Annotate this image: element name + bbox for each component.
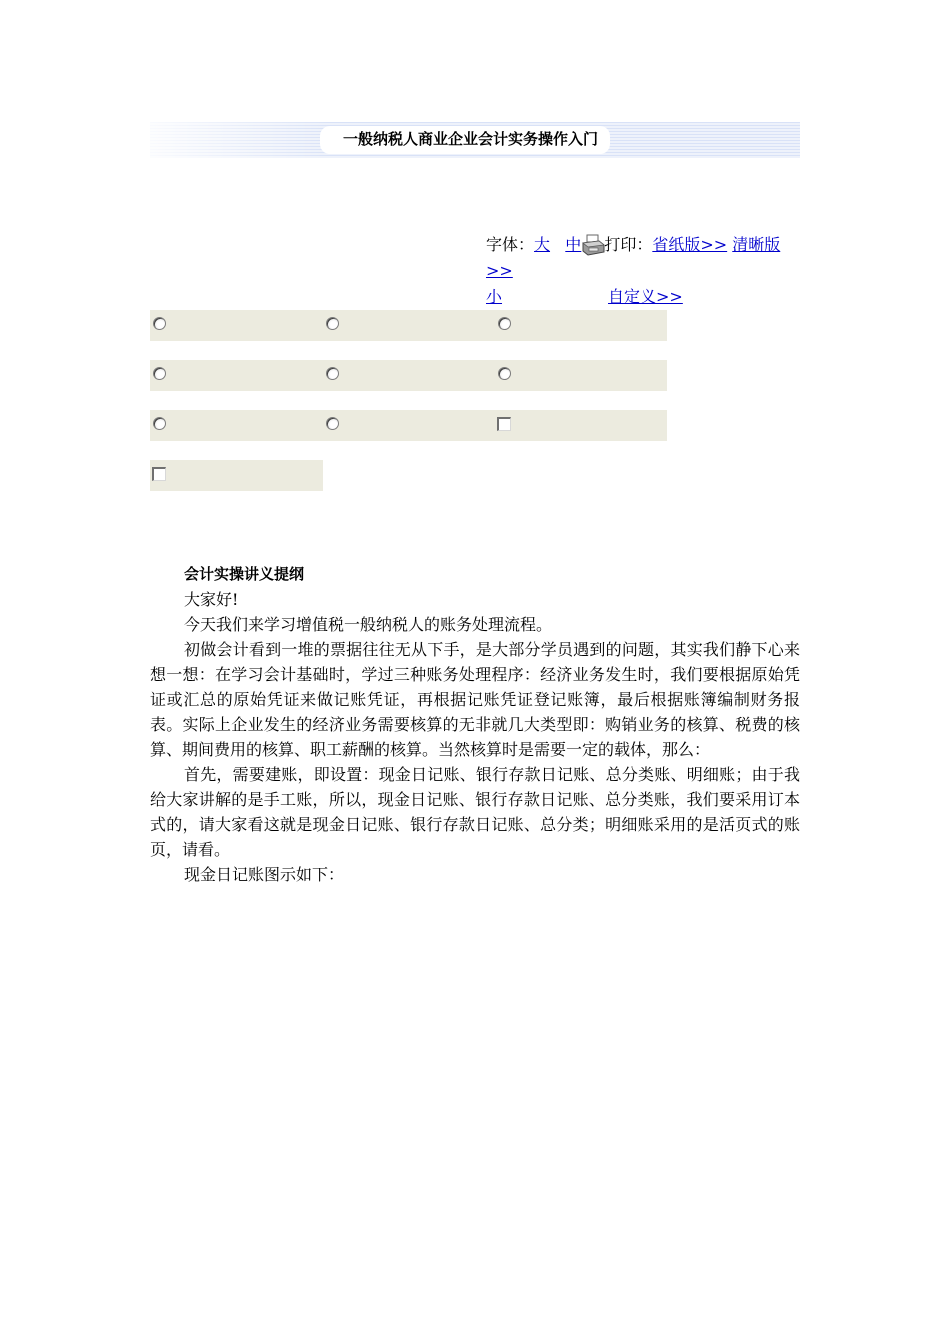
article-paragraph: 首先，需要建账，即设置：现金日记账、银行存款日记账、总分类账、明细账；由于我给大家讲解的是手工账，所以，现金日记账、银行存款日记账、总分类账，我们要采用订本式的，请大家看这就是现金日记账、银行存款日记账、总分类；明细账采用的是活页式的账页，请看。 (150, 765, 800, 859)
font-size-large-link[interactable]: 大 (534, 235, 551, 254)
radio-option[interactable] (326, 417, 339, 430)
article-paragraph: 今天我们来学习增值税一般纳税人的账务处理流程。 (184, 615, 553, 634)
article-paragraph: 现金日记账图示如下： (184, 865, 345, 884)
print-label: 打印： (604, 235, 653, 254)
print-custom-link[interactable]: 自定义>> (608, 287, 683, 306)
radio-option[interactable] (498, 317, 511, 330)
printer-icon[interactable] (581, 234, 605, 256)
article-body (150, 562, 800, 887)
font-print-toolbar (486, 232, 800, 310)
font-size-medium-link[interactable]: 中 (565, 235, 582, 254)
article-heading: 会计实操讲义提纲 (184, 565, 305, 583)
radio-option[interactable] (153, 417, 166, 430)
radio-option[interactable] (153, 367, 166, 380)
radio-option[interactable] (326, 367, 339, 380)
font-label: 字体： (486, 235, 535, 254)
radio-option[interactable] (326, 317, 339, 330)
article-paragraph: 大家好! (184, 590, 239, 609)
option-row-3 (150, 410, 667, 441)
title-banner-fade (150, 122, 330, 158)
print-paper-saving-link[interactable]: 省纸版>> (652, 235, 728, 254)
page-title: 一般纳税人商业企业会计实务操作入门 (343, 130, 599, 148)
option-row-2 (150, 360, 667, 391)
font-size-small-link[interactable]: 小 (486, 287, 503, 306)
radio-option[interactable] (153, 317, 166, 330)
print-clear-link[interactable]: 清晰版>> (486, 235, 781, 280)
radio-option[interactable] (498, 367, 511, 380)
checkbox-option[interactable] (152, 467, 166, 481)
article-paragraph: 初做会计看到一堆的票据往往无从下手，是大部分学员遇到的问题，其实我们静下心来想一想：在学习会计基础时，学过三种账务处理程序：经济业务发生时，我们要根据原始凭证或汇总的原始凭证来做记账凭证，再根据记账凭证登记账簿，最后根据账簿编制财务报表。实际上企业发生的经济业务需要核算的无非就几大类型即：购销业务的核算、税费的核算、期间费用的核算、职工薪酬的核算。当然核算时是需要一定的载体，那么： (150, 640, 800, 759)
option-row-4 (150, 460, 323, 491)
checkbox-option[interactable] (497, 417, 511, 431)
option-row-1 (150, 310, 667, 341)
